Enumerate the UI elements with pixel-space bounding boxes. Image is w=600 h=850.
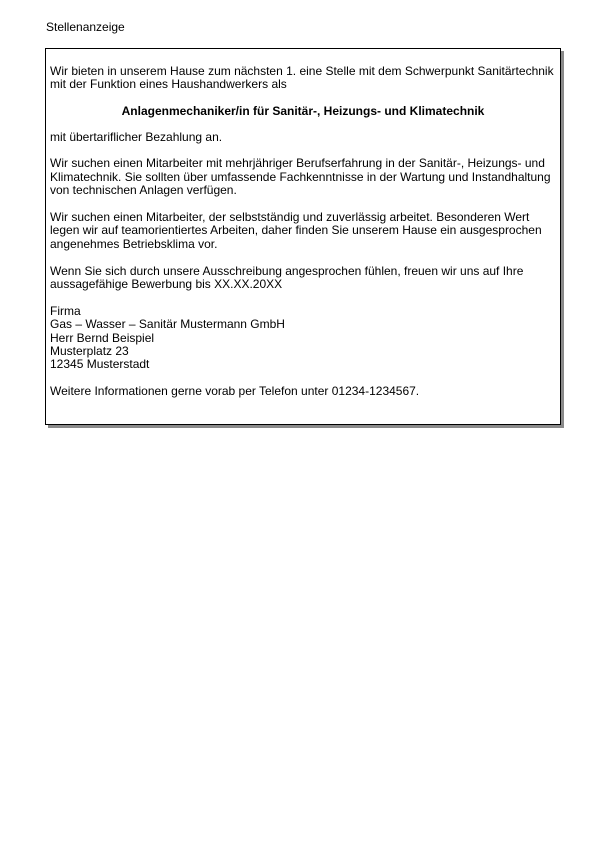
salary-line: mit übertariflicher Bezahlung an. [50, 129, 223, 144]
team-line: legen wir auf teamorientiertes Arbeiten, daher finden Sie unserem Hause ein ausgesprochen [50, 223, 542, 238]
intro-paragraph [50, 65, 556, 92]
address-line: Herr Bernd Beispiel [50, 330, 155, 345]
team-line: angenehmes Betriebsklima vor. [50, 236, 218, 251]
address-line: Firma [50, 303, 81, 318]
company-address [50, 305, 556, 372]
intro-line: mit der Funktion eines Haushandwerkers als [50, 77, 287, 92]
team-line: Wir suchen einen Mitarbeiter, der selbstständig und zuverlässig arbeitet. Besonderen Wert [50, 210, 530, 225]
document-heading: Stellenanzeige [46, 20, 125, 34]
requirements-line: Wir suchen einen Mitarbeiter mit mehrjähriger Berufserfahrung in der Sanitär-, Heizungs- und [50, 156, 545, 171]
address-line: Gas – Wasser – Sanitär Mustermann GmbH [50, 317, 285, 332]
requirements-paragraph [50, 157, 556, 197]
application-line: aussagefähige Bewerbung bis XX.XX.20XX [50, 277, 283, 292]
requirements-line: Klimatechnik. Sie sollten über umfassende Fachkenntnisse in der Wartung und Instandhaltung [50, 169, 551, 184]
requirements-line: von technischen Anlagen verfügen. [50, 183, 237, 198]
job-title: Anlagenmechaniker/in für Sanitär-, Heizungs- und Klimatechnik [121, 104, 485, 119]
team-paragraph [50, 211, 556, 251]
address-line: Musterplatz 23 [50, 344, 129, 359]
job-ad-box [45, 48, 561, 425]
address-line: 12345 Musterstadt [50, 357, 150, 372]
contact-line: Weitere Informationen gerne vorab per Telefon unter 01234-1234567. [50, 384, 420, 399]
application-paragraph [50, 265, 556, 292]
application-line: Wenn Sie sich durch unsere Ausschreibung angesprochen fühlen, freuen wir uns auf Ihre [50, 263, 524, 278]
intro-line: Wir bieten in unserem Hause zum nächsten 1. eine Stelle mit dem Schwerpunkt Sanitärtechnik [50, 64, 554, 78]
